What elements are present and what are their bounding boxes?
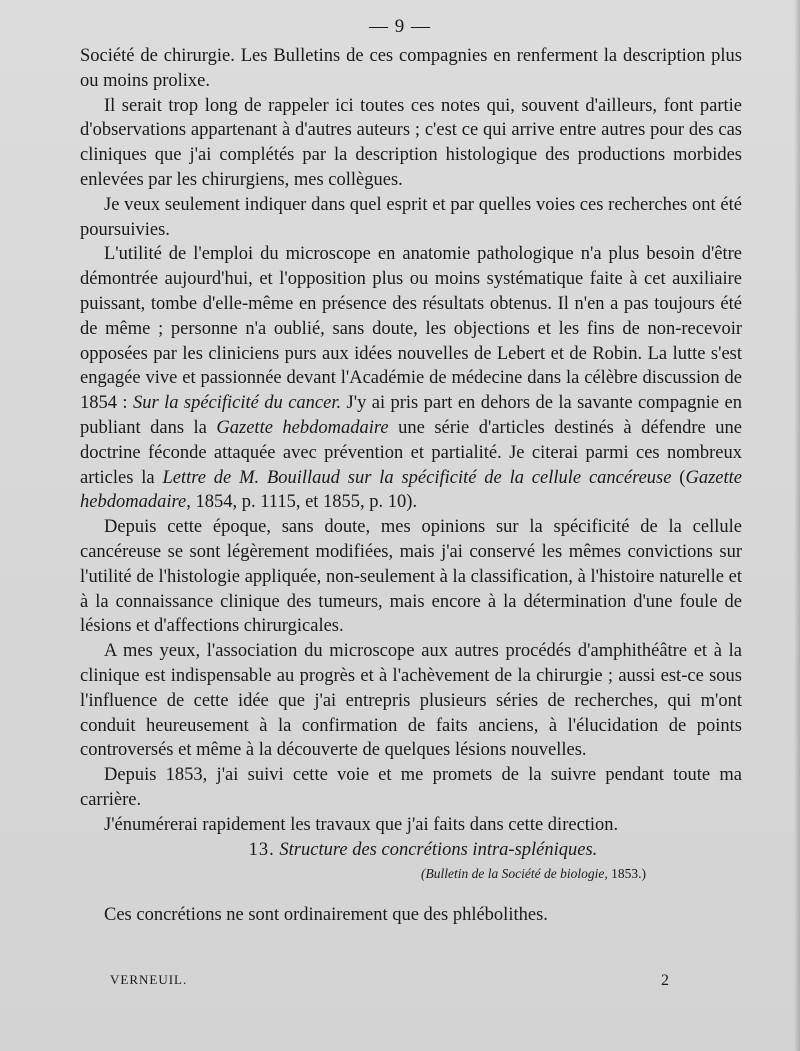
section-title: Structure des concrétions intra-spléniques. bbox=[279, 839, 598, 860]
paragraph: A mes yeux, l'association du microscope aux autres procédés d'amphithéâtre et à la clinique est indispensable au progrès et à l'achèvement de la chirurgie ; aussi est-ce sous l'influence de cette idée que j'ai entrepris plusieurs séries de recherches, qui m'ont conduit heureusement à la confirmation de faits anciens, à l'élucidation de points controversés et même à la découverte de quelques lésions nouvelles. bbox=[80, 641, 742, 761]
scan-shadow bbox=[794, 0, 800, 1051]
italic-journal: Gazette hebdomadaire bbox=[216, 417, 389, 438]
italic-journal: Gazette hebdomadaire bbox=[80, 467, 742, 513]
italic-title: Lettre de M. Bouillaud sur la spécificité de la cellule cancéreuse bbox=[162, 467, 672, 488]
page-footer bbox=[110, 972, 670, 990]
source-journal: (Bulletin de la Société de biologie, bbox=[421, 866, 608, 882]
source-year: 1853.) bbox=[611, 866, 646, 882]
paragraph: Depuis cette époque, sans doute, mes opinions sur la spécificité de la cellule cancéreuse se sont légèrement modifiées, mais j'ai conservé les mêmes convictions sur l'utilité de l'histologie appliquée, non-seulement à la classification, à l'histoire naturelle et à la connaissance clinique des tumeurs, mais encore à la détermination d'une foule de lésions et d'affections chirurgicales. bbox=[80, 517, 742, 637]
paragraph: Ces concrétions ne sont ordinairement que des phlébolithes. bbox=[104, 905, 548, 926]
section-heading bbox=[80, 838, 742, 863]
paragraph: Je veux seulement indiquer dans quel esprit et par quelles voies ces recherches ont été poursuivies. bbox=[80, 194, 742, 240]
section-number: 13. bbox=[248, 839, 275, 860]
italic-title: Sur la spécificité du cancer. bbox=[132, 393, 342, 414]
text-run: L'utilité de l'emploi du microscope en anatomie pathologique n'a plus besoin d'être démontrée aujourd'hui, et l'opposition plus ou moins systématique faite à cet auxiliaire puissant, tombe d'elle-même en présence des résultats obtenus. Il n'en a pas toujours été de même ; personne n'a oublié, sans doute, les objections et les fins de non-recevoir opposées par les cliniciens purs aux idées nouvelles de Lebert et de Robin. La lutte s'est engagée vive et passionnée devant l'Académie de médecine dans la célèbre discussion de 1854 : bbox=[80, 244, 742, 414]
section-source bbox=[80, 862, 742, 887]
page-number: — 9 — bbox=[369, 16, 431, 37]
paragraph: Société de chirurgie. Les Bulletins de ces compagnies en renferment la description plus ou moins prolixe. bbox=[80, 46, 742, 91]
paragraph: Depuis 1853, j'ai suivi cette voie et me promets de la suivre pendant toute ma carrière. bbox=[80, 765, 742, 810]
text-run: une série d'articles destinés à défendre une doctrine féconde attaquée avec prévention et partialité. Je citerai parmi ces nombreux articles la bbox=[80, 417, 742, 488]
text-run: J'y ai pris part en dehors de la savante compagnie en publiant dans la bbox=[80, 393, 743, 438]
text-run: ( bbox=[671, 467, 686, 488]
paragraph-microscope bbox=[80, 242, 742, 515]
paragraph: J'énumérerai rapidement les travaux que j'ai faits dans cette direction. bbox=[104, 814, 619, 835]
text-run: , 1854, p. 1115, et 1855, p. 10). bbox=[186, 492, 418, 513]
paragraph: Il serait trop long de rappeler ici toutes ces notes qui, souvent d'ailleurs, font partie d'observations appartenant à d'autres auteurs ; c'est ce qui arrive entre autres pour des cas cliniques que j'ai complétés par la description histologique des productions morbides enlevées par les chirurgiens, mes collègues. bbox=[80, 95, 742, 190]
author-signature: VERNEUIL. bbox=[110, 972, 188, 987]
body-text bbox=[80, 44, 742, 928]
sheet-number: 2 bbox=[661, 972, 670, 989]
